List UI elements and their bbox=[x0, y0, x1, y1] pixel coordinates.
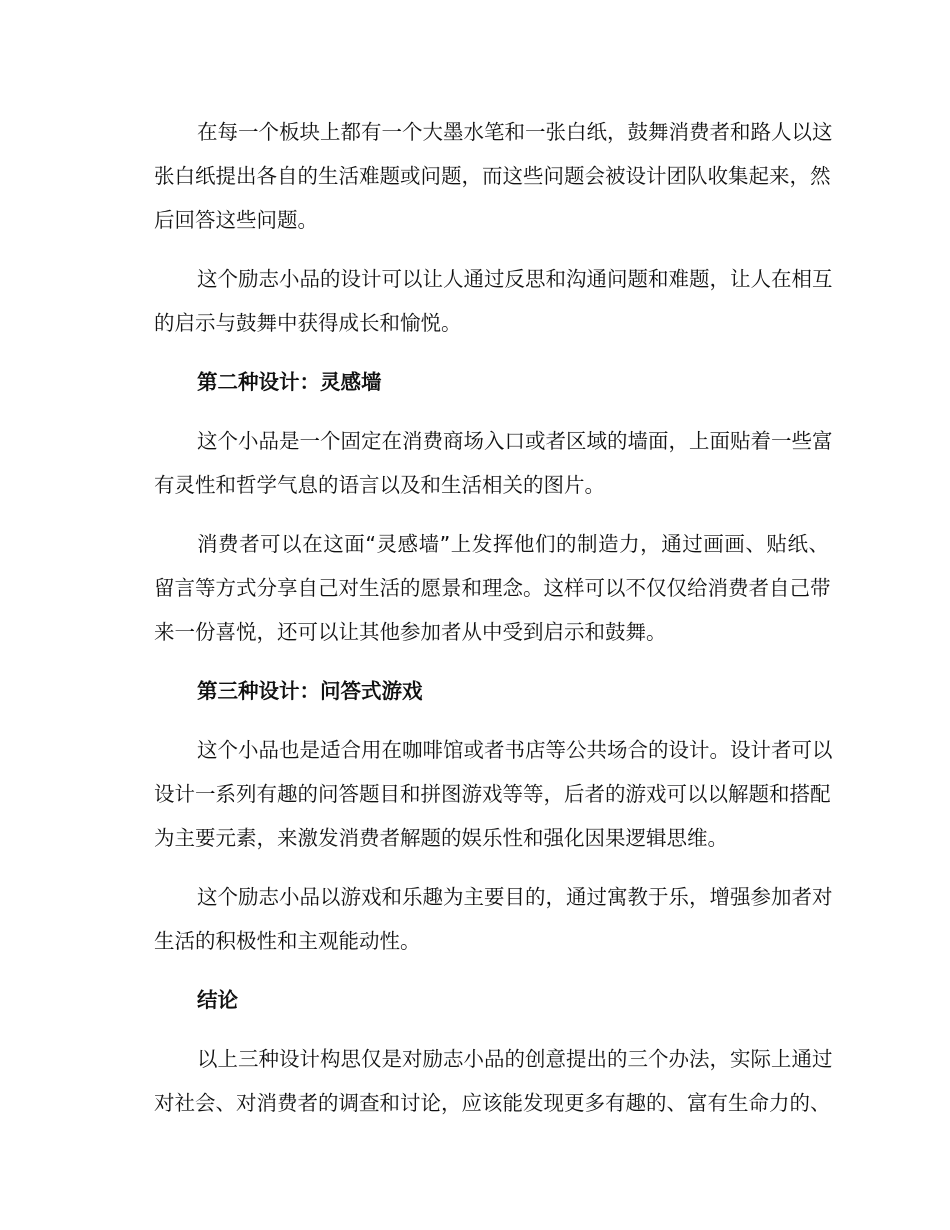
text-line: 消费者可以在这面“灵感墙”上发挥他们的制造力，通过画画、贴纸、 bbox=[197, 532, 829, 556]
text-line: 生活的积极性和主观能动性。 bbox=[154, 929, 421, 953]
paragraph-conclusion bbox=[113, 1037, 833, 1125]
heading-text: 结论 bbox=[197, 988, 238, 1012]
heading-text: 第二种设计：灵感墙 bbox=[197, 370, 382, 394]
text-line: 这个励志小品以游戏和乐趣为主要目的，通过寓教于乐，增强参加者对 bbox=[197, 885, 833, 909]
paragraph-quiz-purpose bbox=[113, 875, 833, 963]
text-line: 留言等方式分享自己对生活的愿景和理念。这样可以不仅仅给消费者自己带 bbox=[154, 576, 831, 600]
text-line: 张白纸提出各自的生活难题或问题，而这些问题会被设计团队收集起来，然 bbox=[154, 164, 831, 188]
paragraph-quiz-description bbox=[113, 728, 833, 860]
text-line: 设计一系列有趣的问答题目和拼图游戏等等，后者的游戏可以以解题和搭配 bbox=[154, 782, 831, 806]
section-heading-quiz-game bbox=[113, 669, 829, 713]
text-line: 这个小品是一个固定在消费商场入口或者区域的墙面，上面贴着一些富 bbox=[197, 429, 833, 453]
text-line: 有灵性和哲学气息的语言以及和生活相关的图片。 bbox=[154, 473, 605, 497]
paragraph-wall-participation bbox=[113, 522, 829, 654]
document-body bbox=[113, 110, 833, 1140]
text-line: 这个小品也是适合用在咖啡馆或者书店等公共场合的设计。设计者可以 bbox=[197, 738, 833, 762]
heading-text: 第三种设计：问答式游戏 bbox=[197, 679, 423, 703]
text-line: 来一份喜悦，还可以让其他参加者从中受到启示和鼓舞。 bbox=[154, 620, 667, 644]
text-line: 在每一个板块上都有一个大墨水笔和一张白纸，鼓舞消费者和路人以这 bbox=[197, 120, 833, 144]
section-heading-conclusion bbox=[113, 978, 829, 1022]
paragraph-wall-description bbox=[113, 419, 833, 507]
text-line: 后回答这些问题。 bbox=[154, 208, 318, 232]
text-line: 的启示与鼓舞中获得成长和愉悦。 bbox=[154, 311, 462, 335]
text-line: 对社会、对消费者的调查和讨论，应该能发现更多有趣的、富有生命力的、 bbox=[154, 1091, 831, 1115]
section-heading-inspiration-wall bbox=[113, 360, 829, 404]
text-line: 这个励志小品的设计可以让人通过反思和沟通问题和难题，让人在相互 bbox=[197, 267, 833, 291]
text-line: 为主要元素，来激发消费者解题的娱乐性和强化因果逻辑思维。 bbox=[154, 826, 728, 850]
paragraph-reflection bbox=[113, 257, 833, 345]
text-line: 以上三种设计构思仅是对励志小品的创意提出的三个办法，实际上通过 bbox=[197, 1047, 833, 1071]
paragraph-whiteboard-questions bbox=[113, 110, 833, 242]
